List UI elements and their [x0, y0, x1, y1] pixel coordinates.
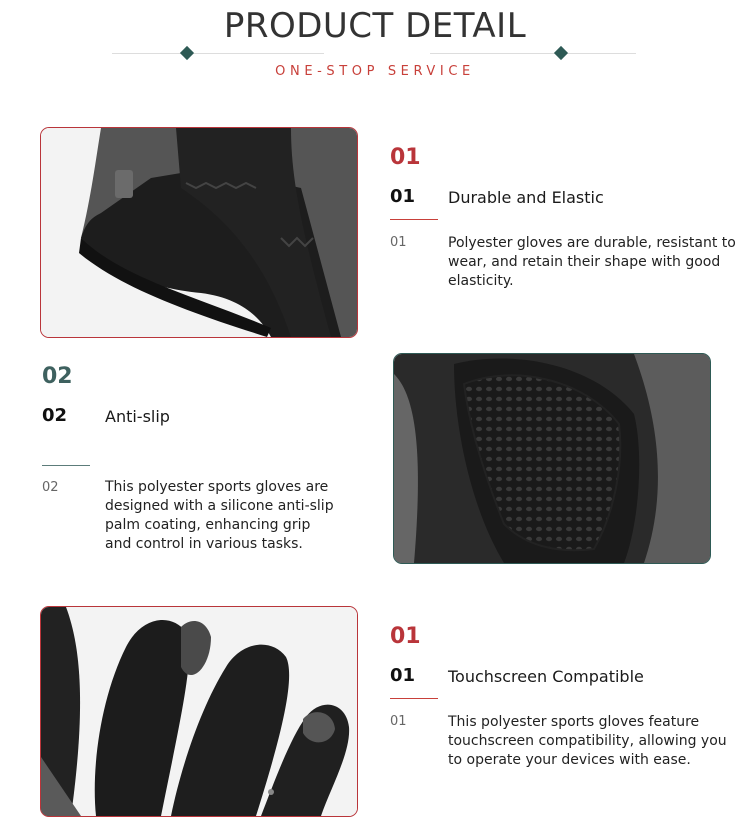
glove-cuff-photo	[40, 127, 358, 338]
section-title: Anti-slip	[105, 407, 170, 426]
page-subtitle: ONE-STOP SERVICE	[275, 64, 475, 79]
section-number: 01	[390, 186, 416, 207]
page-title: PRODUCT DETAIL	[223, 6, 527, 46]
section-title: Touchscreen Compatible	[448, 667, 644, 686]
section-big-number: 01	[390, 624, 421, 649]
section-description: Polyester gloves are durable, resistant to wear, and retain their shape with good elasticity.	[448, 235, 736, 289]
glove-fingers-photo	[40, 606, 358, 817]
section-number: 02	[42, 405, 68, 426]
section-title: Durable and Elastic	[448, 188, 604, 207]
section-small-number: 01	[390, 235, 407, 250]
section-description: This polyester sports gloves are designed with a silicone anti-slip palm coating, enhancing grip and control in various tasks.	[105, 479, 334, 552]
header-divider-right	[430, 53, 636, 54]
section-underline	[390, 698, 438, 699]
glove-palm-grip-photo	[393, 353, 711, 564]
section-small-number: 01	[390, 714, 407, 729]
section-small-number: 02	[42, 480, 59, 495]
section-big-number: 01	[390, 145, 421, 170]
section-number: 01	[390, 665, 416, 686]
section-description: This polyester sports gloves feature touchscreen compatibility, allowing you to operate your devices with ease.	[448, 714, 727, 768]
diamond-icon	[180, 46, 194, 60]
section-big-number: 02	[42, 364, 73, 389]
section-underline	[390, 219, 438, 220]
diamond-icon	[554, 46, 568, 60]
header-divider-left	[112, 53, 324, 54]
section-underline	[42, 465, 90, 466]
